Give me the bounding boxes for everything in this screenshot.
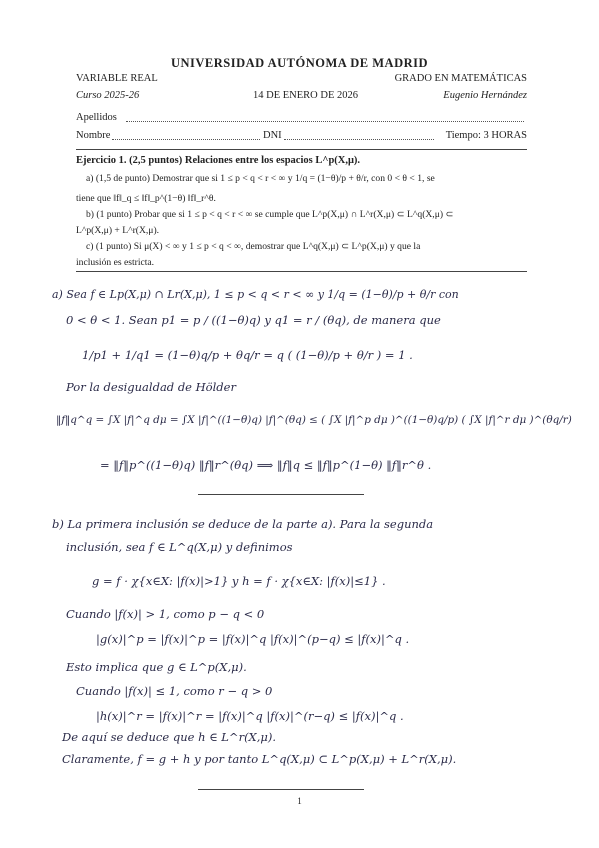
part-a-separator [198,494,364,495]
part-c-statement-2: inclusión es estricta. [76,257,155,268]
time-label: Tiempo: 3 HORAS [445,130,527,141]
dni-label: DNI [263,130,282,141]
solution-b-line-8: |h(x)|^r = |f(x)|^r = |f(x)|^q |f(x)|^(r−q) ≤ |f(x)|^q . [96,709,404,723]
solution-b-line-4: Cuando |f(x)| > 1, como p − q < 0 [66,607,265,621]
solution-b-line-2: inclusión, sea f ∈ L^q(X,μ) y definimos [66,540,293,554]
solution-a-line-6: = ‖f‖p^((1−θ)q) ‖f‖r^(θq) ⟹ ‖f‖q ≤ ‖f‖p^(1−θ) ‖f‖r^θ . [100,458,432,472]
degree-label: GRADO EN MATEMÁTICAS [394,73,527,84]
part-b-statement-2: L^p(X,μ) + L^r(X,μ). [76,225,160,236]
subject-label: VARIABLE REAL [76,73,158,84]
solution-b-line-6: Esto implica que g ∈ L^p(X,μ). [66,660,247,674]
solution-b-line-9: De aquí se deduce que h ∈ L^r(X,μ). [62,730,277,744]
solution-b-line-3: g = f · χ{x∈X: |f(x)|>1} y h = f · χ{x∈X: |f(x)|≤1} . [92,574,386,588]
page-number: 1 [297,796,302,806]
exam-date: 14 DE ENERO DE 2026 [253,90,358,101]
dni-field [284,139,434,140]
solution-a-line-1: a) Sea f ∈ Lp(X,μ) ∩ Lr(X,μ), 1 ≤ p < q < r < ∞ y 1/q = (1−θ)/p + θ/r con [52,288,459,301]
professor-name: Eugenio Hernández [443,90,527,101]
part-a-statement-1: a) (1,5 de punto) Demostrar que si 1 ≤ p < q < r < ∞ y 1/q = (1−θ)/p + θ/r, con 0 < θ < 1, se [86,173,435,184]
solution-a-line-4: Por la desigualdad de Hölder [66,380,236,394]
exercise-title: Ejercicio 1. (2,5 puntos) Relaciones entre los espacios L^p(X,μ). [76,155,361,166]
solution-b-line-5: |g(x)|^p = |f(x)|^p = |f(x)|^q |f(x)|^(p−q) ≤ |f(x)|^q . [96,632,410,646]
name-label: Nombre [76,130,111,141]
surnames-field [126,121,524,122]
part-c-statement-1: c) (1 punto) Si μ(X) < ∞ y 1 ≤ p < q < ∞, demostrar que L^q(X,μ) ⊂ L^p(X,μ) y que la [86,241,421,252]
solution-b-line-7: Cuando |f(x)| ≤ 1, como r − q > 0 [76,684,273,698]
surnames-label: Apellidos [76,112,117,123]
course-label: Curso 2025-26 [76,90,140,101]
solution-a-line-5: ‖f‖q^q = ∫X |f|^q dμ = ∫X |f|^((1−θ)q) |f|^(θq) ≤ ( ∫X |f|^p dμ )^((1−θ)q/p) ( ∫X |f|^r dμ )^(θq/r) [56,414,572,426]
solution-a-line-3: 1/p1 + 1/q1 = (1−θ)q/p + θq/r = q ( (1−θ)/p + θ/r ) = 1 . [82,348,413,362]
solution-b-line-10: Claramente, f = g + h y por tanto L^q(X,μ) ⊂ L^p(X,μ) + L^r(X,μ). [62,752,457,766]
part-b-statement-1: b) (1 punto) Probar que si 1 ≤ p < q < r < ∞ se cumple que L^p(X,μ) ∩ L^r(X,μ) ⊂ L^q(X,μ) ⊂ [86,209,454,220]
solution-b-line-1: b) La primera inclusión se deduce de la parte a). Para la segunda [52,517,434,531]
footer-separator [198,789,364,790]
statement-divider [76,271,527,272]
name-field [112,139,260,140]
solution-a-line-2: 0 < θ < 1. Sean p1 = p / ((1−θ)q) y q1 = r / (θq), de manera que [66,313,441,327]
university-title: UNIVERSIDAD AUTÓNOMA DE MADRID [170,56,429,70]
header-divider [76,149,527,150]
part-a-statement-2: tiene que ‖f‖_q ≤ ‖f‖_p^(1−θ) ‖f‖_r^θ. [76,193,216,204]
